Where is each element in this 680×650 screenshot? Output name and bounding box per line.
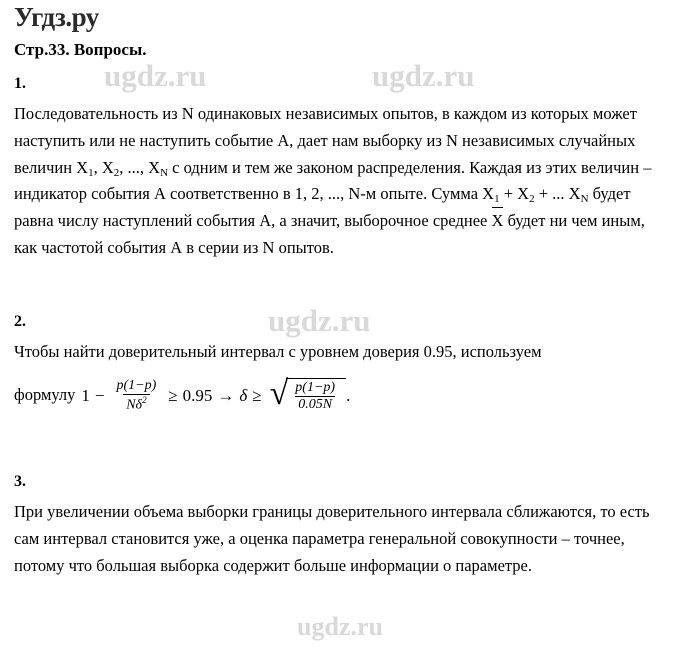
- formula-minus: −: [94, 386, 105, 406]
- formula-one: 1: [81, 386, 90, 406]
- fraction-den-exponent: 2: [142, 395, 147, 405]
- answer-seg: будет равна числу наступлений события А, а значит, выборочное среднее: [14, 184, 631, 231]
- answer-seg: , ..., X: [119, 157, 161, 177]
- answer-seg: Последовательность из N одинаковых независимых опытов, в каждом из которых может наступить или не наступить событие А, дает нам выборку из N независимых случайных величин X: [14, 104, 637, 177]
- fraction-2: [292, 380, 338, 413]
- fraction-den-base: Nδ: [126, 397, 143, 413]
- formula-geq-2: ≥: [252, 386, 262, 406]
- fraction-numerator: p(1−p): [295, 380, 336, 396]
- answer-seg: + ... X: [534, 184, 581, 204]
- fraction-numerator: p(1−p): [116, 377, 157, 393]
- formula-lead-text: формулу: [14, 385, 76, 405]
- answer-sub: N: [580, 193, 589, 206]
- formula-period: .: [346, 386, 351, 406]
- formula-confidence-value: 0.95: [182, 386, 213, 406]
- radicand: [286, 378, 346, 413]
- watermark: ugdz.ru: [297, 612, 383, 641]
- question-block-1: [14, 74, 666, 262]
- question-number: 2.: [14, 313, 26, 330]
- sample-mean-symbol: X: [492, 208, 504, 235]
- answer-sub: 1: [88, 166, 94, 179]
- fraction-denominator: 0.05N: [295, 396, 335, 413]
- answer-seg: будет ни чем иным, как частотой события А в серии из N опытов.: [14, 211, 645, 257]
- watermark: ugdz.ru: [104, 58, 207, 93]
- formula-geq-1: ≥: [168, 386, 178, 406]
- question-number: 3.: [14, 473, 26, 490]
- answer-text-2: Чтобы найти доверительный интервал с уровнем доверия 0.95, используем: [14, 342, 542, 362]
- fraction-1: [114, 378, 160, 414]
- radical-sign: √: [269, 375, 289, 413]
- answer-seg: , X: [93, 157, 114, 177]
- page-title: Стр.33. Вопросы.: [14, 40, 147, 59]
- question-block-2: [14, 312, 666, 414]
- confidence-interval-formula: [81, 375, 351, 414]
- square-root: [269, 375, 346, 413]
- answer-sub: 1: [494, 193, 500, 206]
- watermark: ugdz.ru: [372, 58, 475, 93]
- answer-text-3: При увеличении объема выборки границы доверительного интервала сближаются, то есть сам интервал становится уже, а оценка параметра генеральной совокупности – точнее, потому что большая выборка содержит больше информации о параметре.: [14, 502, 650, 575]
- answer-seg: с одним и тем же законом распределения. Каждая из этих величин – индикатор события А соответственно в 1, 2, ..., N-м опыте. Сумма X: [14, 157, 652, 204]
- answer-seg: + X: [499, 184, 530, 204]
- site-logo: Угдз.ру: [14, 2, 99, 32]
- answer-sub: N: [160, 166, 169, 179]
- fraction-denominator: [123, 394, 149, 414]
- formula-arrow: →: [217, 386, 235, 406]
- answer-sub: 2: [113, 166, 120, 179]
- watermark: ugdz.ru: [268, 303, 371, 338]
- answer-text-1: [14, 101, 666, 261]
- formula-row: [14, 375, 666, 414]
- question-block-3: [14, 472, 666, 579]
- formula-delta: δ: [239, 386, 248, 406]
- question-number: 1.: [14, 75, 26, 92]
- answer-sub: 2: [529, 193, 535, 206]
